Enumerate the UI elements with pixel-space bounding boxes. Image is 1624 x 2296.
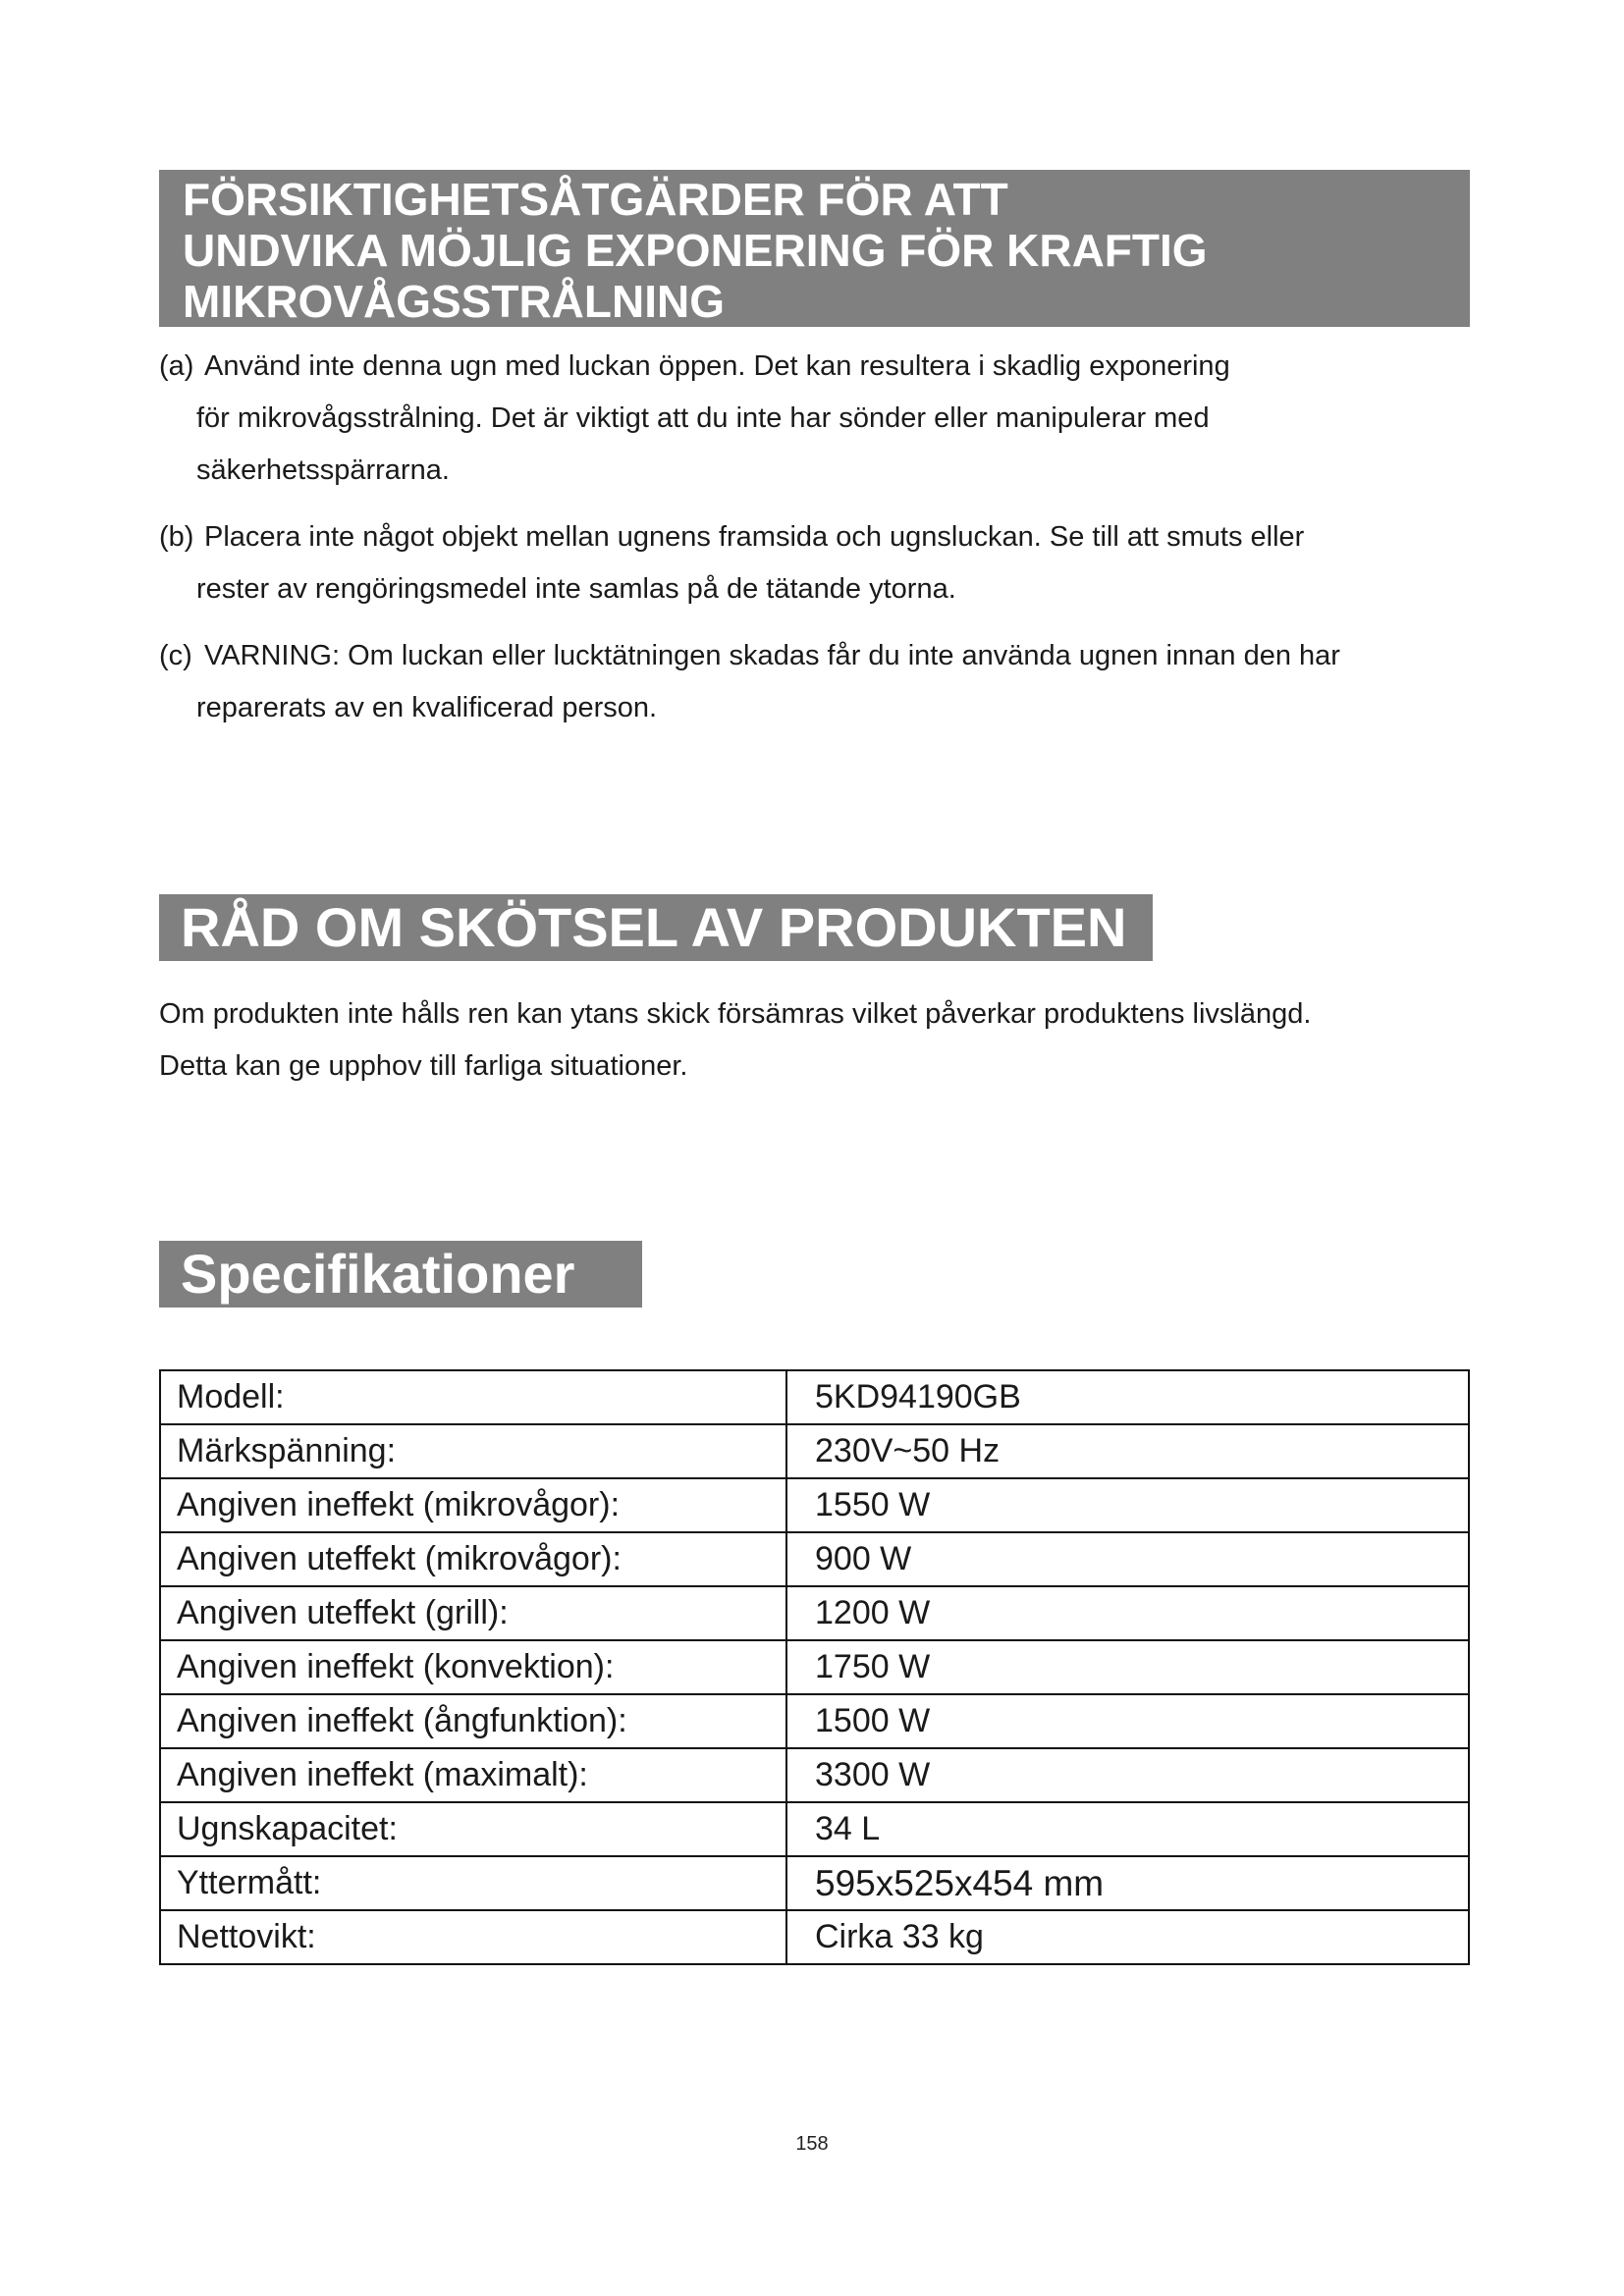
spec-key: Angiven ineffekt (mikrovågor): — [160, 1478, 786, 1532]
table-row — [160, 1748, 1469, 1802]
table-row — [160, 1424, 1469, 1478]
precaution-item-text: VARNING: Om luckan eller lucktätningen skadas får du inte använda ugnen innan den har — [204, 640, 1340, 671]
precaution-item-a — [159, 341, 1485, 497]
table-row — [160, 1802, 1469, 1856]
precaution-item-label: (a) — [159, 350, 194, 382]
table-row — [160, 1640, 1469, 1694]
precaution-item-b — [159, 511, 1485, 615]
spec-key: Angiven ineffekt (konvektion): — [160, 1640, 786, 1694]
care-paragraph-line: Om produkten inte hålls ren kan ytans skick försämras vilket påverkar produktens livslängd. — [159, 998, 1312, 1030]
precautions-heading — [159, 170, 1470, 327]
spec-key: Nettovikt: — [160, 1910, 786, 1964]
spec-value: 900 W — [786, 1532, 1469, 1586]
spec-value: 3300 W — [786, 1748, 1469, 1802]
precaution-item-text: reparerats av en kvalificerad person. — [196, 692, 658, 723]
precautions-heading-line-1: FÖRSIKTIGHETSÅTGÄRDER FÖR ATT — [183, 174, 1008, 225]
precaution-item-label: (c) — [159, 640, 192, 671]
table-row — [160, 1910, 1469, 1964]
precautions-heading-line-2: UNDVIKA MÖJLIG EXPONERING FÖR KRAFTIG — [183, 225, 1208, 276]
table-row — [160, 1694, 1469, 1748]
precaution-item-text: Placera inte något objekt mellan ugnens framsida och ugnsluckan. Se till att smuts eller — [204, 521, 1305, 553]
precautions-heading-line-3: MIKROVÅGSSTRÅLNING — [183, 276, 725, 327]
spec-value: 1550 W — [786, 1478, 1469, 1532]
precaution-item-text: säkerhetsspärrarna. — [196, 454, 450, 486]
spec-key: Märkspänning: — [160, 1424, 786, 1478]
care-paragraph — [159, 988, 1475, 1093]
table-row — [160, 1478, 1469, 1532]
care-paragraph-line: Detta kan ge upphov till farliga situationer. — [159, 1050, 688, 1082]
precaution-item-c — [159, 630, 1485, 734]
spec-key: Angiven uteffekt (mikrovågor): — [160, 1532, 786, 1586]
specs-heading: Specifikationer — [159, 1241, 642, 1308]
precaution-item-text: för mikrovågsstrålning. Det är viktigt att du inte har sönder eller manipulerar med — [196, 402, 1210, 434]
care-heading: RÅD OM SKÖTSEL AV PRODUKTEN — [159, 894, 1153, 961]
spec-key: Angiven uteffekt (grill): — [160, 1586, 786, 1640]
table-row — [160, 1586, 1469, 1640]
spec-value: 1200 W — [786, 1586, 1469, 1640]
spec-value: 230V~50 Hz — [786, 1424, 1469, 1478]
spec-key: Ugnskapacitet: — [160, 1802, 786, 1856]
spec-key: Modell: — [160, 1370, 786, 1424]
table-row — [160, 1370, 1469, 1424]
specs-table — [159, 1369, 1470, 1965]
spec-value: Cirka 33 kg — [786, 1910, 1469, 1964]
spec-value: 1500 W — [786, 1694, 1469, 1748]
spec-value: 34 L — [786, 1802, 1469, 1856]
precaution-item-text: rester av rengöringsmedel inte samlas på de tätande ytorna. — [196, 573, 956, 605]
table-row — [160, 1856, 1469, 1910]
spec-value: 5KD94190GB — [786, 1370, 1469, 1424]
spec-key: Angiven ineffekt (ångfunktion): — [160, 1694, 786, 1748]
spec-value: 595x525x454 mm — [786, 1856, 1469, 1910]
table-row — [160, 1532, 1469, 1586]
precaution-item-text: Använd inte denna ugn med luckan öppen. Det kan resultera i skadlig exponering — [204, 350, 1230, 382]
precaution-item-label: (b) — [159, 521, 194, 553]
spec-value: 1750 W — [786, 1640, 1469, 1694]
page-number: 158 — [795, 2133, 829, 2155]
spec-key: Angiven ineffekt (maximalt): — [160, 1748, 786, 1802]
spec-key: Yttermått: — [160, 1856, 786, 1910]
